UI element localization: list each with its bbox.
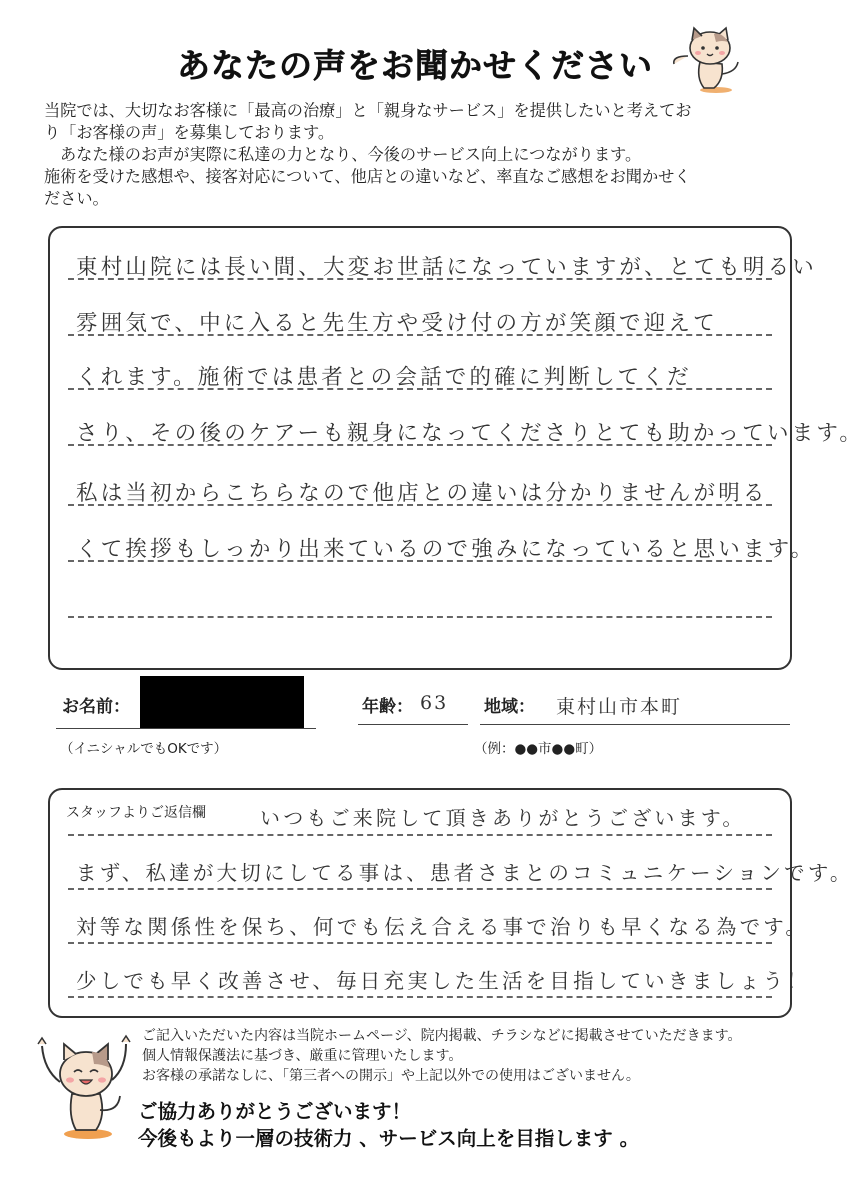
intro-line: 当院では、大切なお客様に「最高の治療」と「親身なサービス」を提供したいと考えてお	[44, 101, 692, 120]
intro-text	[44, 100, 804, 210]
comment-line: 東村山院には長い間、大変お世話になっていますが、とても明るい	[76, 255, 818, 280]
comment-line: くれます。施術では患者との会話で的確に判断してくだ	[76, 365, 692, 390]
reply-line: 対等な関係性を保ち、何でも伝え合える事で治りも早くなる為です。	[76, 915, 810, 939]
intro-line: ださい。	[44, 189, 109, 208]
comment-line: 私は当初からこちらなので他店との違いは分かりませんが明る	[76, 481, 768, 506]
reply-rule	[68, 834, 772, 836]
age-value: 63	[420, 692, 449, 714]
reply-line: いつもご来院して頂きありがとうございます。	[260, 806, 746, 830]
name-underline	[56, 728, 316, 729]
intro-line: 施術を受けた感想や、接客対応について、他店との違いなど、率直なご感想をお聞かせく	[44, 167, 691, 186]
comment-rule	[68, 616, 772, 618]
privacy-line: 個人情報保護法に基づき、厳重に管理いたします。	[142, 1048, 463, 1064]
reply-box	[48, 788, 854, 1018]
reply-label: スタッフよりご返信欄	[66, 805, 206, 821]
region-underline	[480, 724, 790, 725]
closing-text: 今後もより一層の技術力 、サービス向上を目指します 。	[138, 1127, 640, 1150]
intro-line: り「お客様の声」を募集しております。	[44, 123, 335, 142]
reply-rule	[68, 942, 772, 944]
cat-mascot-cheering-icon	[34, 1030, 138, 1142]
name-note: （イニシャルでもOKです）	[60, 741, 228, 757]
reply-line: まず、私達が大切にしてる事は、患者さまとのコミュニケーションです。	[76, 861, 854, 885]
name-redaction	[140, 676, 304, 728]
region-value: 東村山市本町	[556, 696, 683, 718]
region-label: 地域：	[484, 697, 535, 717]
comment-line: さり、その後のケアーも親身になってくださりとても助かっています。	[76, 421, 864, 446]
privacy-line: ご記入いただいた内容は当院ホームページ、院内掲載、チラシなどに掲載させていただきます。	[142, 1028, 742, 1044]
closing-message	[138, 1098, 639, 1152]
age-underline	[358, 724, 468, 725]
comment-box	[48, 226, 864, 670]
privacy-notes	[142, 1026, 832, 1086]
age-label: 年齢：	[362, 697, 413, 717]
reply-line: 少しでも早く改善させ、毎日充実した生活を目指していきましょう！	[76, 969, 811, 993]
name-label: お名前：	[62, 697, 130, 717]
region-note: （例：●●市●●町）	[474, 741, 603, 757]
reply-rule	[68, 888, 772, 890]
comment-line: 雰囲気で、中に入ると先生方や受け付の方が笑顔で迎えて	[76, 311, 718, 336]
thanks-text: ご協力ありがとうございます！	[138, 1100, 412, 1123]
intro-line: あなた様のお声が実際に私達の力となり、今後のサービス向上につながります。	[60, 145, 642, 164]
cat-mascot-icon	[668, 26, 746, 94]
privacy-line: お客様の承諾なしに、「第三者への開示」や上記以外での使用はございません。	[142, 1068, 640, 1084]
page-title: あなたの声をお聞かせください	[177, 46, 653, 85]
reply-rule	[68, 996, 772, 998]
comment-line: くて挨拶もしっかり出来ているので強みになっていると思います。	[76, 537, 816, 562]
